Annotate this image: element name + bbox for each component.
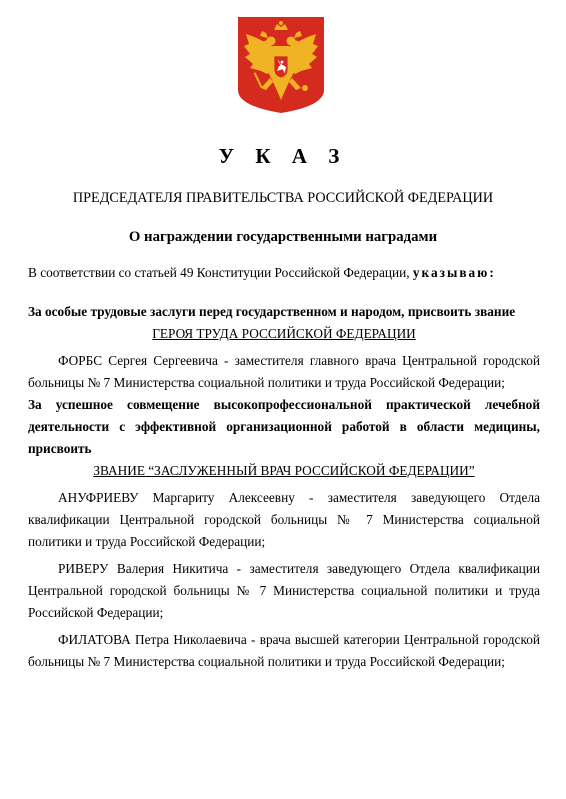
intro-command: указываю: [412, 265, 496, 280]
section1-recipient-1: ФОРБС Сергея Сергеевича - заместителя главного врача Центральной городской больницы № 7 Министерства социальной политики и труда Российской Федерации; [28, 353, 540, 390]
decree-subtitle: ПРЕДСЕДАТЕЛЯ ПРАВИТЕЛЬСТВА РОССИЙСКОЙ ФЕДЕРАЦИИ [72, 190, 494, 206]
decree-body [28, 262, 540, 673]
decree-title: У К А З [218, 144, 348, 168]
section1-award-title: ГЕРОЯ ТРУДА РОССИЙСКОЙ ФЕДЕРАЦИИ [152, 326, 416, 341]
decree-heading: О награждении государственными наградами [128, 229, 438, 245]
section2-directive: За успешное совмещение высокопрофессиональной практической лечебной деятельности с эффективной организационной работой в области медицины, присвоить [28, 397, 540, 456]
coat-of-arms-emblem [237, 16, 325, 114]
section2-recipient-3: ФИЛАТОВА Петра Николаевича - врача высшей категории Центральной городской больницы № 7 Министерства социальной политики и труда Российской Федерации; [28, 632, 540, 669]
section2-recipient-2: РИВЕРУ Валерия Никитича - заместителя заведующего Отдела квалификации Центральной городской больницы № 7 Министерства социальной политики и труда Российской Федерации; [28, 561, 540, 620]
section1-directive: За особые трудовые заслуги перед государственном и народом, присвоить звание [28, 304, 516, 319]
section2-recipient-1: АНУФРИЕВУ Маргариту Алексеевну - заместителя заведующего Отдела квалификации Центральной городской больницы № 7 Министерства социальной политики и труда Российской Федерации; [28, 490, 540, 549]
intro-paragraph [28, 262, 540, 284]
intro-text: В соответствии со статьей 49 Конституции Российской Федерации, [28, 265, 410, 280]
russian-coat-of-arms-icon [237, 16, 325, 114]
section2-award-title: ЗВАНИЕ “ЗАСЛУЖЕННЫЙ ВРАЧ РОССИЙСКОЙ ФЕДЕРАЦИИ” [93, 463, 475, 478]
